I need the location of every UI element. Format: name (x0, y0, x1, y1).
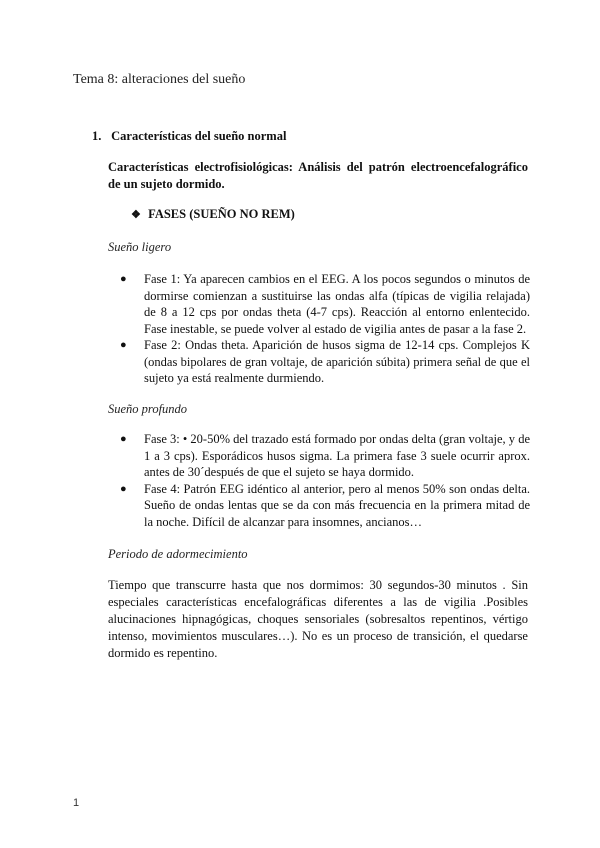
list-item-text: Fase 1: Ya aparecen cambios en el EEG. A los pocos segundos o minutos de dormirse comienzan a sustituirse las ondas alfa (típicas de vigilia relajada) de 8 a 12 cps por ondas theta (4-7 cps). Reacción al entorno enlentecido. Fase inestable, se puede volver al estado de vigilia antes de pasar a la fase 2. (144, 272, 530, 336)
bullet-icon: ● (120, 339, 127, 351)
light-sleep-list (120, 271, 530, 387)
fases-heading-text: FASES (SUEÑO NO REM) (148, 207, 295, 221)
deep-sleep-label: Sueño profundo (108, 402, 188, 416)
list-item-text: Fase 2: Ondas theta. Aparición de husos sigma de 12-14 cps. Complejos K (ondas bipolares de gran voltaje, de aparición súbita) primera señal de que el sujeto ya está realmente durmiendo. (144, 338, 530, 385)
list-item (120, 271, 530, 337)
list-item-text: Fase 3: • 20-50% del trazado está formado por ondas delta (gran voltaje, y de 1 a 3 cps). Esporádicos husos sigma. La primera fase 3 suele ocurrir aprox. antes de 30´después de que el sujeto se haya dormido. (144, 432, 530, 479)
page-number: 1 (73, 797, 80, 809)
section-heading-text: Características del sueño normal (111, 129, 287, 143)
bullet-icon: ● (120, 482, 127, 495)
section-heading (92, 129, 286, 144)
section-number: 1. (92, 129, 102, 143)
list-item (120, 431, 530, 481)
list-item (120, 337, 530, 387)
fases-heading (131, 207, 295, 222)
deep-sleep-list (120, 431, 530, 530)
subheading: Características electrofisiológicas: Análisis del patrón electroencefalográfico de un sujeto dormido. (108, 160, 528, 191)
bullet-icon: ● (120, 273, 127, 285)
light-sleep-label: Sueño ligero (108, 240, 172, 254)
list-item (120, 481, 530, 531)
drowsiness-label: Periodo de adormecimiento (108, 547, 248, 561)
diamond-bullet-icon: ❖ (131, 209, 141, 221)
document-title: Tema 8: alteraciones del sueño (73, 72, 246, 87)
bullet-icon: ● (120, 433, 127, 445)
drowsiness-paragraph: Tiempo que transcurre hasta que nos dormimos: 30 segundos-30 minutos . Sin especiales características encefalográficas diferentes a las de vigilia .Posibles alucinaciones hipnagógicas, choques sensoriales (sobresaltos repentinos, vértigo intenso, movimientos musculares…). No es un proceso de transición, el quedarse dormido es repentino. (108, 578, 528, 660)
list-item-text: Fase 4: Patrón EEG idéntico al anterior, pero al menos 50% son ondas delta. Sueño de ondas lentas que se da con más frecuencia en la primera mitad de la noche. Difícil de alcanzar para insomnes, ancianos… (144, 481, 530, 529)
